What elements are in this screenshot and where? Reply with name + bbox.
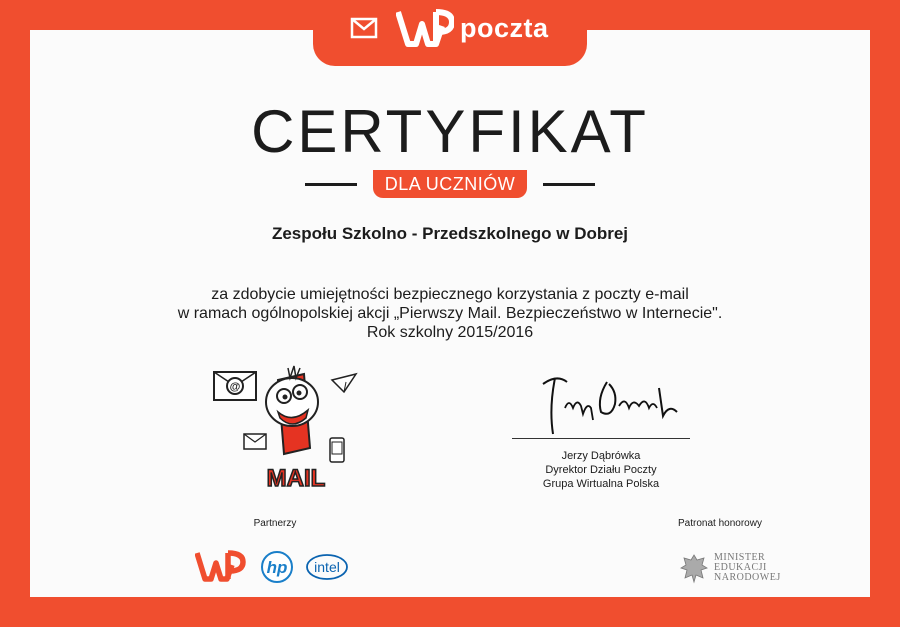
left-dash bbox=[305, 183, 357, 186]
right-dash bbox=[543, 183, 595, 186]
minister-line: EDUKACJI bbox=[714, 562, 767, 573]
patronat-label: Patronat honorowy bbox=[678, 518, 762, 529]
partner-logos bbox=[195, 545, 395, 585]
description-line: w ramach ogólnopolskiej akcji „Pierwszy Mail. Bezpieczeństwo w Internecie". bbox=[177, 305, 723, 322]
wp-partner-logo bbox=[197, 553, 243, 579]
signer-name: Jerzy Dąbrówka bbox=[561, 450, 641, 462]
signature-line bbox=[512, 438, 690, 439]
description bbox=[0, 285, 900, 342]
envelope-icon bbox=[350, 13, 390, 43]
signer-role: Dyrektor Działu Poczty bbox=[545, 464, 657, 476]
hp-logo bbox=[262, 552, 292, 582]
signer-company: Grupa Wirtualna Polska bbox=[542, 478, 660, 490]
subtitle-row bbox=[0, 170, 900, 198]
wp-logo-icon bbox=[396, 8, 454, 48]
school-name: Zespołu Szkolno - Przedszkolnego w Dobrej bbox=[271, 224, 629, 243]
mascot-label: MAIL bbox=[266, 465, 326, 492]
svg-text:hp: hp bbox=[266, 558, 288, 577]
minister-line: MINISTER bbox=[714, 552, 766, 563]
logo-text: poczta bbox=[460, 12, 549, 43]
eagle-emblem-icon bbox=[680, 552, 708, 584]
signer-block bbox=[512, 449, 690, 491]
intel-logo bbox=[307, 555, 347, 579]
description-line: za zdobycie umiejętności bezpiecznego korzystania z poczty e-mail bbox=[211, 286, 689, 303]
certificate-title: CERTYFIKAT bbox=[251, 98, 649, 165]
partners-label: Partnerzy bbox=[253, 518, 297, 529]
description-line: Rok szkolny 2015/2016 bbox=[366, 324, 534, 341]
minister-logo bbox=[680, 548, 820, 588]
svg-text:intel: intel bbox=[314, 559, 340, 575]
wp-poczta-logo bbox=[350, 6, 560, 50]
minister-text bbox=[714, 553, 781, 583]
signature-image bbox=[535, 368, 685, 438]
minister-line: NARODOWEJ bbox=[714, 572, 781, 583]
subtitle-badge: DLA UCZNIÓW bbox=[373, 170, 528, 198]
svg-text:@: @ bbox=[229, 381, 241, 393]
mascot-illustration bbox=[210, 362, 360, 492]
